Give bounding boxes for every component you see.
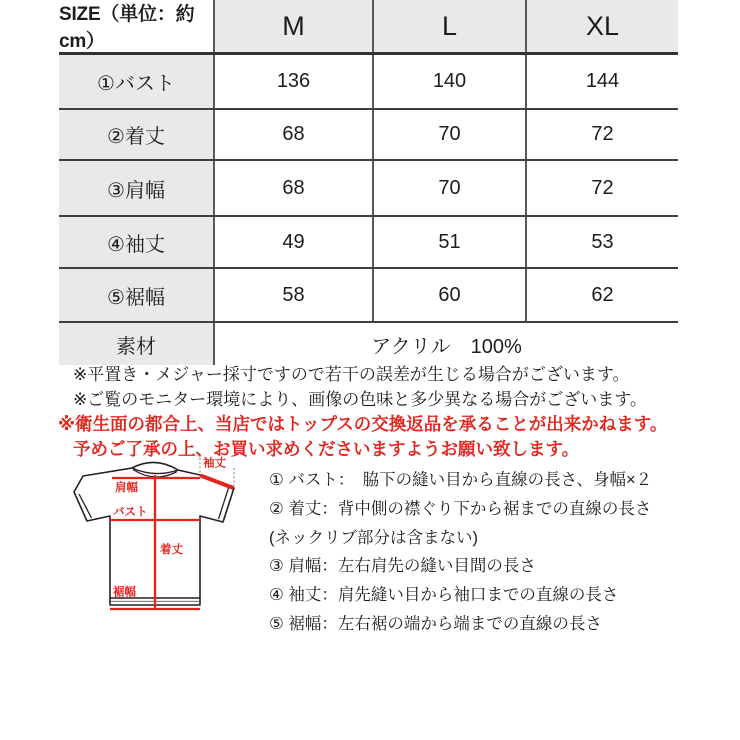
definition-sleeve: ④ 袖丈：肩先縫い目から袖口までの直線の長さ — [269, 586, 619, 605]
row-label-sleeve: ④袖丈 — [59, 217, 213, 267]
bust-m: 136 — [213, 55, 372, 108]
definition-length-note: (ネックリブ部分は含まない) — [269, 528, 478, 547]
label-sleeve-length: 袖丈 — [203, 457, 226, 470]
definition-shoulder: ③ 肩幅：左右肩先の縫い目間の長さ — [269, 557, 536, 576]
sleeve-xl: 53 — [525, 217, 678, 267]
length-l: 70 — [372, 110, 525, 159]
col-header-xl: XL — [525, 0, 678, 52]
shoulder-m: 68 — [213, 161, 372, 215]
length-xl: 72 — [525, 110, 678, 159]
length-m: 68 — [213, 110, 372, 159]
row-label-length: ②着丈 — [59, 110, 213, 159]
definition-hem: ⑤ 裾幅：左右裾の端から端までの直線の長さ — [269, 614, 602, 633]
table-row-material — [59, 323, 678, 365]
hem-m: 58 — [213, 269, 372, 321]
definition-length: ② 着丈：背中側の襟ぐり下から裾までの直線の長さ — [269, 499, 652, 518]
tshirt-measurement-diagram — [66, 455, 266, 627]
row-label-material: 素材 — [59, 323, 213, 365]
size-table-title: SIZE（単位：約cm） — [59, 0, 213, 52]
table-row-bust — [59, 55, 678, 110]
measurement-definitions — [269, 466, 652, 639]
shoulder-l: 70 — [372, 161, 525, 215]
hem-xl: 62 — [525, 269, 678, 321]
col-header-l: L — [372, 0, 525, 52]
table-row-length — [59, 110, 678, 161]
hem-l: 60 — [372, 269, 525, 321]
sleeve-l: 51 — [372, 217, 525, 267]
label-body-length: 着丈 — [160, 544, 183, 556]
note-no-return: ※衛生面の都合上、当店ではトップスの交換返品を承ることが出来かねます。 — [58, 414, 668, 434]
bust-xl: 144 — [525, 55, 678, 108]
label-shoulder-width: 肩幅 — [115, 482, 138, 494]
shoulder-xl: 72 — [525, 161, 678, 215]
sleeve-m: 49 — [213, 217, 372, 267]
label-hem-width: 裾幅 — [113, 586, 136, 599]
table-row-hem — [59, 269, 678, 323]
row-label-hem: ⑤裾幅 — [59, 269, 213, 321]
notes-block — [58, 363, 667, 461]
label-bust: バスト — [113, 506, 148, 519]
table-row-shoulder — [59, 161, 678, 217]
table-row-sleeve — [59, 217, 678, 269]
definition-bust: ① バスト： 脇下の縫い目から直線の長さ、身幅×２ — [269, 471, 653, 489]
size-table — [59, 0, 678, 365]
material-value: アクリル 100% — [213, 323, 678, 365]
note-measure-tolerance: ※平置き・メジャー採寸ですので若干の誤差が生じる場合がございます。 — [73, 365, 630, 384]
col-header-m: M — [213, 0, 372, 52]
note-monitor-color: ※ご覧のモニター環境により、画像の色味と多少異なる場合がございます。 — [73, 389, 647, 409]
note-please-understand: 予めご了承の上、お買い求めくださいますようお願い致します。 — [73, 438, 580, 459]
bust-l: 140 — [372, 55, 525, 108]
size-table-header-row — [59, 0, 678, 55]
row-label-bust: ①バスト — [59, 55, 213, 108]
row-label-shoulder: ③肩幅 — [59, 161, 213, 215]
